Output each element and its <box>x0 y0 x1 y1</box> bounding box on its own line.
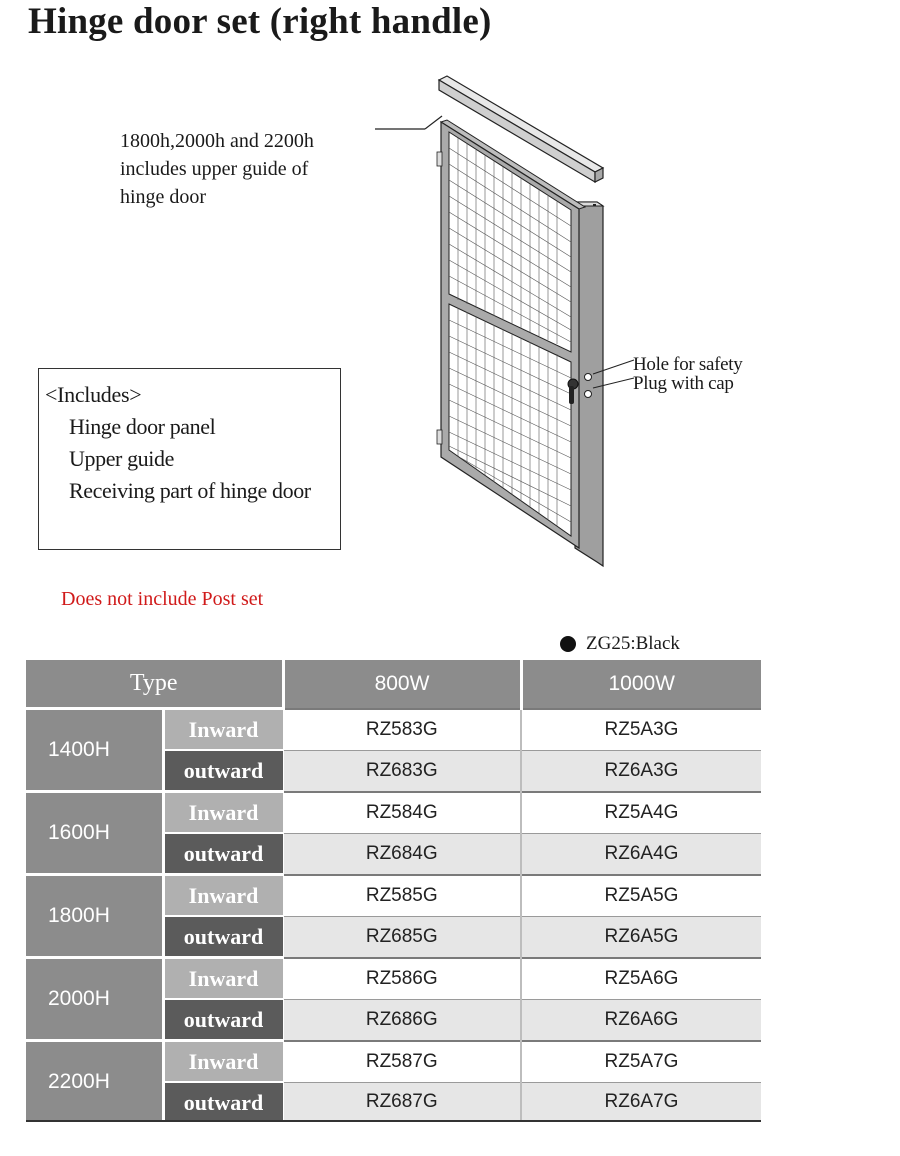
callout-line: Hole for safety <box>633 354 743 375</box>
column-header-800w: 800W <box>283 660 521 709</box>
height-label: 1800H <box>26 875 163 958</box>
table-cell: RZ686G <box>283 999 521 1041</box>
outward-label: outward <box>163 999 283 1041</box>
table-header-row <box>26 660 761 709</box>
table-cell: RZ6A4G <box>521 833 761 875</box>
table-cell: RZ685G <box>283 916 521 958</box>
table-cell: RZ6A6G <box>521 999 761 1041</box>
table-cell: RZ6A5G <box>521 916 761 958</box>
table-row <box>26 792 761 834</box>
note-line: includes upper guide of <box>120 158 309 180</box>
inward-label: Inward <box>163 1041 283 1083</box>
hinge-door-illustration <box>425 72 625 572</box>
table-cell: RZ5A7G <box>521 1041 761 1083</box>
table-cell: RZ586G <box>283 958 521 1000</box>
table-cell: RZ6A3G <box>521 750 761 792</box>
table-row <box>26 875 761 917</box>
outward-label: outward <box>163 1082 283 1122</box>
safety-hole-callout <box>633 355 742 393</box>
inward-label: Inward <box>163 709 283 751</box>
table-cell: RZ583G <box>283 709 521 751</box>
includes-item: Upper guide <box>69 446 174 471</box>
door-panel <box>437 120 585 548</box>
height-label: 2000H <box>26 958 163 1041</box>
black-dot-icon <box>560 636 576 652</box>
page-title: Hinge door set (right handle) <box>28 1 492 42</box>
inward-label: Inward <box>163 958 283 1000</box>
table-cell: RZ6A7G <box>521 1082 761 1122</box>
inward-label: Inward <box>163 792 283 834</box>
height-label: 2200H <box>26 1041 163 1123</box>
table-cell: RZ5A4G <box>521 792 761 834</box>
table-cell: RZ587G <box>283 1041 521 1083</box>
includes-heading: <Includes> <box>45 382 142 407</box>
legend-label: ZG25:Black <box>586 633 680 654</box>
warning-text: Does not include Post set <box>61 588 264 610</box>
color-legend <box>560 633 680 655</box>
note-line: 1800h,2000h and 2200h <box>120 130 314 152</box>
note-line: hinge door <box>120 186 207 208</box>
table-cell: RZ5A5G <box>521 875 761 917</box>
table-cell: RZ584G <box>283 792 521 834</box>
table-bottom-rule <box>26 1120 761 1122</box>
outward-label: outward <box>163 833 283 875</box>
outward-label: outward <box>163 916 283 958</box>
table-cell: RZ585G <box>283 875 521 917</box>
column-header-1000w: 1000W <box>521 660 761 709</box>
table-row <box>26 1041 761 1083</box>
inward-label: Inward <box>163 875 283 917</box>
includes-item: Receiving part of hinge door <box>69 478 311 503</box>
table-cell: RZ683G <box>283 750 521 792</box>
includes-box <box>38 368 341 550</box>
table-row <box>26 709 761 751</box>
type-header: Type <box>26 660 283 709</box>
callout-line: Plug with cap <box>633 373 734 394</box>
outward-label: outward <box>163 750 283 792</box>
table-cell: RZ5A6G <box>521 958 761 1000</box>
height-label: 1400H <box>26 709 163 792</box>
table-cell: RZ684G <box>283 833 521 875</box>
table-row <box>26 958 761 1000</box>
height-label: 1600H <box>26 792 163 875</box>
product-code-table <box>26 660 761 1122</box>
table-cell: RZ5A3G <box>521 709 761 751</box>
includes-item: Hinge door panel <box>69 414 216 439</box>
upper-guide-note <box>120 127 314 211</box>
table-cell: RZ687G <box>283 1082 521 1122</box>
